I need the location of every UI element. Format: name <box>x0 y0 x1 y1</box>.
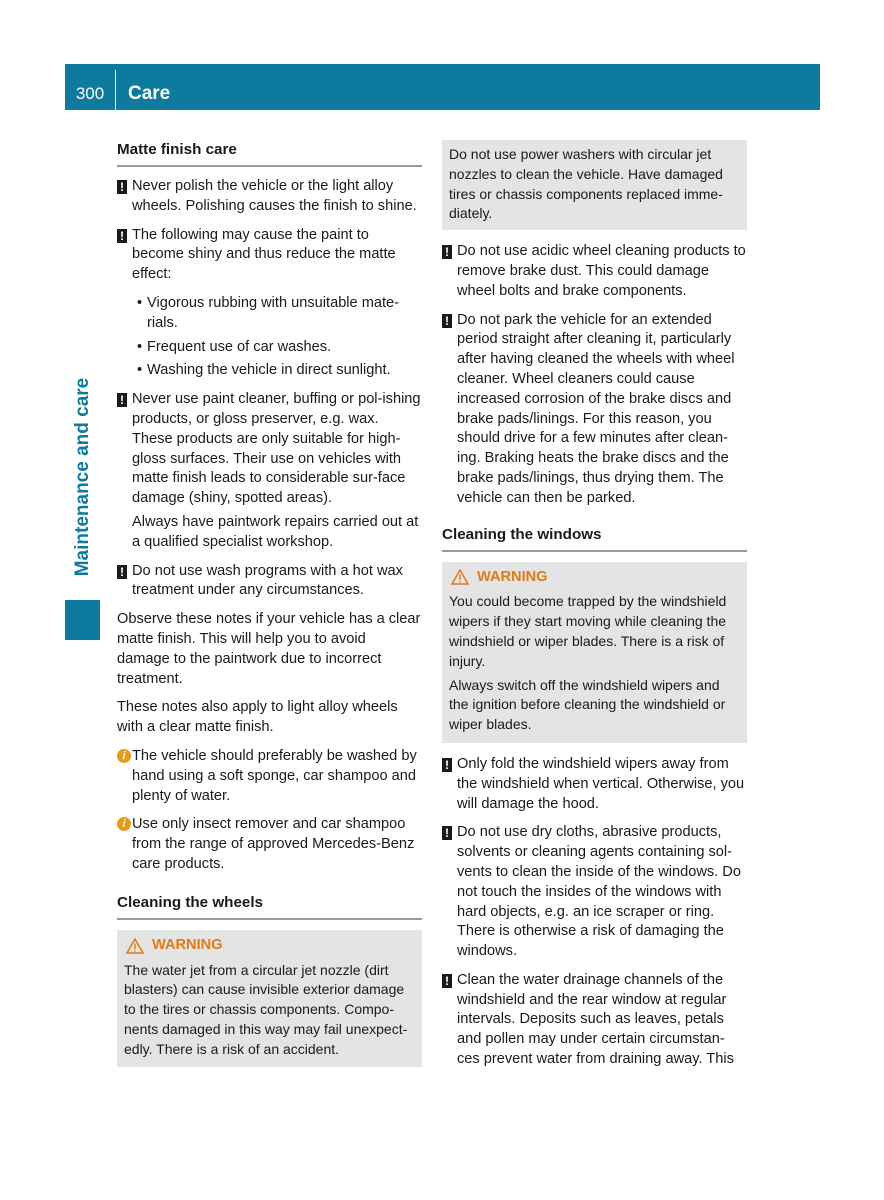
bullet-list <box>117 294 422 381</box>
caution-note-text: The following may cause the paint to become shiny and thus reduce the matte effect: <box>132 226 396 283</box>
caution-note <box>442 755 747 814</box>
caution-note <box>117 177 422 217</box>
caution-note-text: Only fold the windshield wipers away from the windshield when vertical. Otherwise, you will damage the hood. <box>457 755 745 812</box>
caution-note-text: Do not park the vehicle for an extended period straight after cleaning it, particularly after having cleaned the wheels with wheel cleaner. Wheel cleaners could cause increased corrosion of the brake discs and brake pads/linings. For this reason, you should drive for a few minutes after clean-ing. Braking heats the brake discs and the brake pads/linings, thus drying them. The vehicle can then be parked. <box>457 311 735 506</box>
caution-note-text: Do not use acidic wheel cleaning products to remove brake dust. This could damage wheel bolts and brake components. <box>457 243 746 299</box>
caution-note <box>442 823 747 962</box>
warning-triangle-icon <box>451 569 469 585</box>
left-column <box>117 140 422 1079</box>
exclamation-box-icon: ! <box>442 758 452 772</box>
body-paragraph: These notes also apply to light alloy wheels with a clear matte finish. <box>117 699 398 736</box>
caution-note <box>442 242 747 301</box>
caution-note <box>117 562 422 602</box>
exclamation-box-icon: ! <box>442 826 452 840</box>
page-header <box>65 64 820 110</box>
caution-note-text: Do not use dry cloths, abrasive products, solvents or cleaning agents containing sol-vents to clean the inside of the windows. Do not touch the insides of the windows with hard objects, e.g. an ice scraper or ring. There is otherwise a risk of damaging the windows. <box>457 824 741 960</box>
caution-note-text: Clean the water drainage channels of the windshield and the rear window at regular intervals. Deposits such as leaves, petals and pollen may under certain circumstan-ces prevent water from draining away. This <box>457 971 734 1068</box>
warning-box <box>442 562 747 743</box>
bullet-icon: • <box>137 362 143 379</box>
caution-note <box>117 390 422 552</box>
caution-note-continuation: Always have paintwork repairs carried out at a qualified specialist workshop. <box>132 513 419 550</box>
warning-label: WARNING <box>152 936 223 953</box>
info-circle-icon: i <box>117 817 131 831</box>
warning-text: You could become trapped by the windshield wipers if they start moving while cleaning the windshield or wiper blades. There is a risk of injury. <box>449 593 727 669</box>
body-paragraph: Observe these notes if your vehicle has a clear matte finish. This will help you to avoid damage to the paintwork due to incorrect treatment. <box>117 611 421 687</box>
exclamation-box-icon: ! <box>442 314 452 328</box>
section-title-cleaning-windows: Cleaning the windows <box>442 525 747 552</box>
exclamation-box-icon: ! <box>117 229 127 243</box>
page-title: Care <box>128 83 171 104</box>
side-section-label-text: Maintenance and care <box>71 377 93 577</box>
list-item-text: Frequent use of car washes. <box>147 338 332 355</box>
warning-box <box>117 930 422 1068</box>
header-divider <box>115 70 116 110</box>
caution-note-text: Never polish the vehicle or the light alloy wheels. Polishing causes the finish to shine. <box>132 178 417 214</box>
list-item <box>137 294 422 334</box>
info-note <box>117 747 422 806</box>
list-item-text: Washing the vehicle in direct sunlight. <box>147 362 391 379</box>
exclamation-box-icon: ! <box>117 393 127 407</box>
info-note-text: Use only insect remover and car shampoo from the range of approved Mercedes-Benz care products. <box>132 816 415 872</box>
caution-note-text: Do not use wash programs with a hot wax treatment under any circumstances. <box>132 562 403 599</box>
caution-note <box>117 226 422 285</box>
exclamation-box-icon: ! <box>117 565 127 579</box>
caution-note <box>442 311 747 509</box>
warning-text: Always switch off the windshield wipers and the ignition before cleaning the windshield or wiper blades. <box>449 676 726 733</box>
exclamation-box-icon: ! <box>442 974 452 988</box>
warning-triangle-icon <box>126 938 144 954</box>
bullet-icon: • <box>137 338 143 355</box>
section-title-cleaning-wheels: Cleaning the wheels <box>117 893 422 920</box>
bullet-icon: • <box>137 294 143 311</box>
warning-label: WARNING <box>477 568 548 585</box>
info-circle-icon: i <box>117 749 131 763</box>
list-item <box>137 361 422 381</box>
caution-note-text: Never use paint cleaner, buffing or pol-ishing products, or gloss preserver, e.g. wax. These products are only suitable for high-gloss surfaces. Their use on vehicles with matte finish leads to considerable sur-face damage (shiny, spotted areas). <box>132 391 421 507</box>
page-number: 300 <box>75 84 105 103</box>
side-tab-marker <box>65 600 100 640</box>
list-item <box>137 338 422 358</box>
right-column <box>442 140 747 1079</box>
warning-text: The water jet from a circular jet nozzle (dirt blasters) can cause invisible exterior damage to the tires or chassis components. Compo-nents damaged in this way may fail unexpect-edly. There is a risk of an accident. <box>124 961 408 1057</box>
side-section-label <box>65 362 100 592</box>
warning-heading <box>449 568 740 588</box>
exclamation-box-icon: ! <box>442 245 452 259</box>
warning-box-continuation <box>442 140 747 230</box>
section-title-matte-finish: Matte finish care <box>117 140 422 167</box>
list-item-text: Vigorous rubbing with unsuitable mate-rials. <box>147 294 400 331</box>
warning-heading <box>124 936 415 956</box>
info-note <box>117 815 422 874</box>
warning-text: Do not use power washers with circular jet nozzles to clean the vehicle. Have damaged tires or chassis components replaced imme-diately. <box>449 146 723 222</box>
info-note-text: The vehicle should preferably be washed by hand using a soft sponge, car shampoo and plenty of water. <box>132 747 417 804</box>
exclamation-box-icon: ! <box>117 180 127 194</box>
caution-note <box>442 971 747 1070</box>
